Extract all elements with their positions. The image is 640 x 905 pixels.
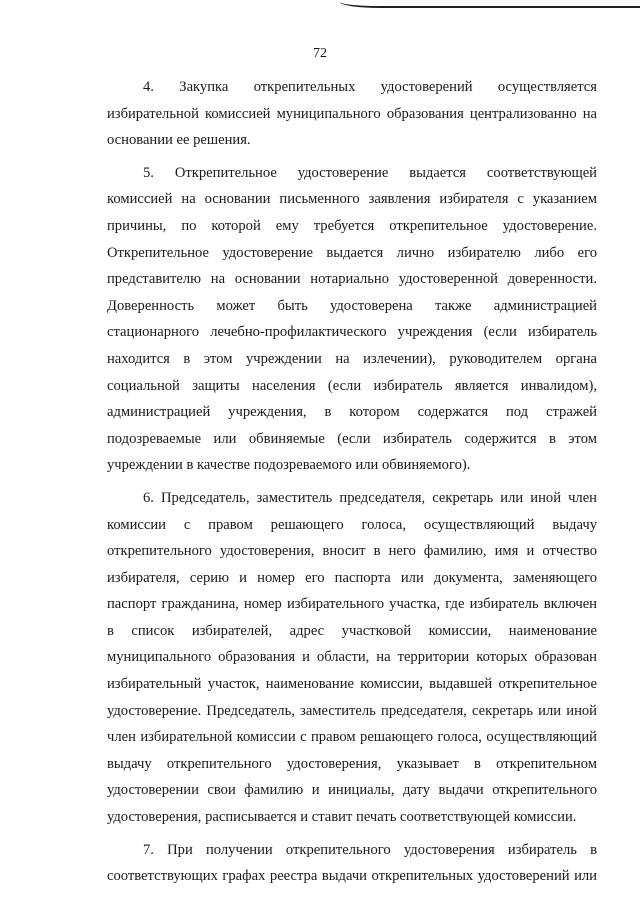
text-line: 5. Открепительное удостоверение выдается соответствующей <box>143 164 597 181</box>
text-line: выдачу открепительного удостоверения, указывает в открепительном <box>107 755 597 772</box>
text-line: в список избирателей, адрес участковой комиссии, наименование <box>107 622 597 639</box>
text-line: комиссии с правом решающего голоса, осуществляющий выдачу <box>107 516 597 533</box>
page-number: 72 <box>313 46 327 61</box>
text-line: избирательный участок, наименование комиссии, выдавшей открепительное <box>107 676 597 693</box>
text-line: муниципального образования и области, на территории которых образован <box>107 649 597 666</box>
text-line: избирательной комиссией муниципального образования централизованно на <box>107 105 597 122</box>
text-line: удостоверении свои фамилию и инициалы, дату выдачи открепительного <box>107 782 597 799</box>
text-line: Открепительное удостоверение выдается лично избирателю либо его <box>107 244 597 261</box>
paragraph-5 <box>107 160 597 479</box>
text-line: учреждении в качестве подозреваемого или обвиняемого). <box>107 457 471 474</box>
document-body <box>107 74 597 896</box>
text-line: комиссией на основании письменного заявления избирателя с указанием <box>107 191 597 208</box>
scan-edge <box>340 0 640 8</box>
text-line: подозреваемые или обвиняемые (если избиратель содержится в этом <box>107 430 597 447</box>
text-line: член избирательной комиссии с правом решающего голоса, осуществляющий <box>107 729 597 746</box>
text-line: причины, по которой ему требуется открепительное удостоверение. <box>107 217 597 234</box>
paragraph-6 <box>107 485 597 831</box>
text-line: паспорт гражданина, номер избирательного участка, где избиратель включен <box>107 596 597 613</box>
text-line: избирателя, серию и номер его паспорта или документа, заменяющего <box>107 569 597 586</box>
text-line: удостоверения, расписывается и ставит печать соответствующей комиссии. <box>107 809 577 826</box>
text-line: социальной защиты населения (если избиратель является инвалидом), <box>107 377 597 394</box>
text-line: представителю на основании нотариально удостоверенной доверенности. <box>107 271 597 288</box>
text-line: 4. Закупка открепительных удостоверений осуществляется <box>143 79 597 95</box>
text-line: 7. При получении открепительного удостоверения избиратель в <box>143 841 597 858</box>
text-line: соответствующих графах реестра выдачи открепительных удостоверений или <box>107 868 597 885</box>
text-line: основании ее решения. <box>107 132 251 149</box>
text-line: администрацией учреждения, в котором содержатся под стражей <box>107 404 597 421</box>
text-line: открепительного удостоверения, вносит в него фамилию, имя и отчество <box>107 543 597 560</box>
text-line: стационарного лечебно-профилактического учреждения (если избиратель <box>107 324 597 341</box>
text-line: Доверенность может быть удостоверена также администрацией <box>107 297 597 314</box>
paragraph-7 <box>107 837 597 890</box>
text-line: удостоверение. Председатель, заместитель председателя, секретарь или иной <box>107 702 597 719</box>
text-line: находится в этом учреждении на излечении), руководителем органа <box>107 350 597 367</box>
paragraph-4 <box>107 74 597 154</box>
text-line: 6. Председатель, заместитель председателя, секретарь или иной член <box>143 489 597 506</box>
